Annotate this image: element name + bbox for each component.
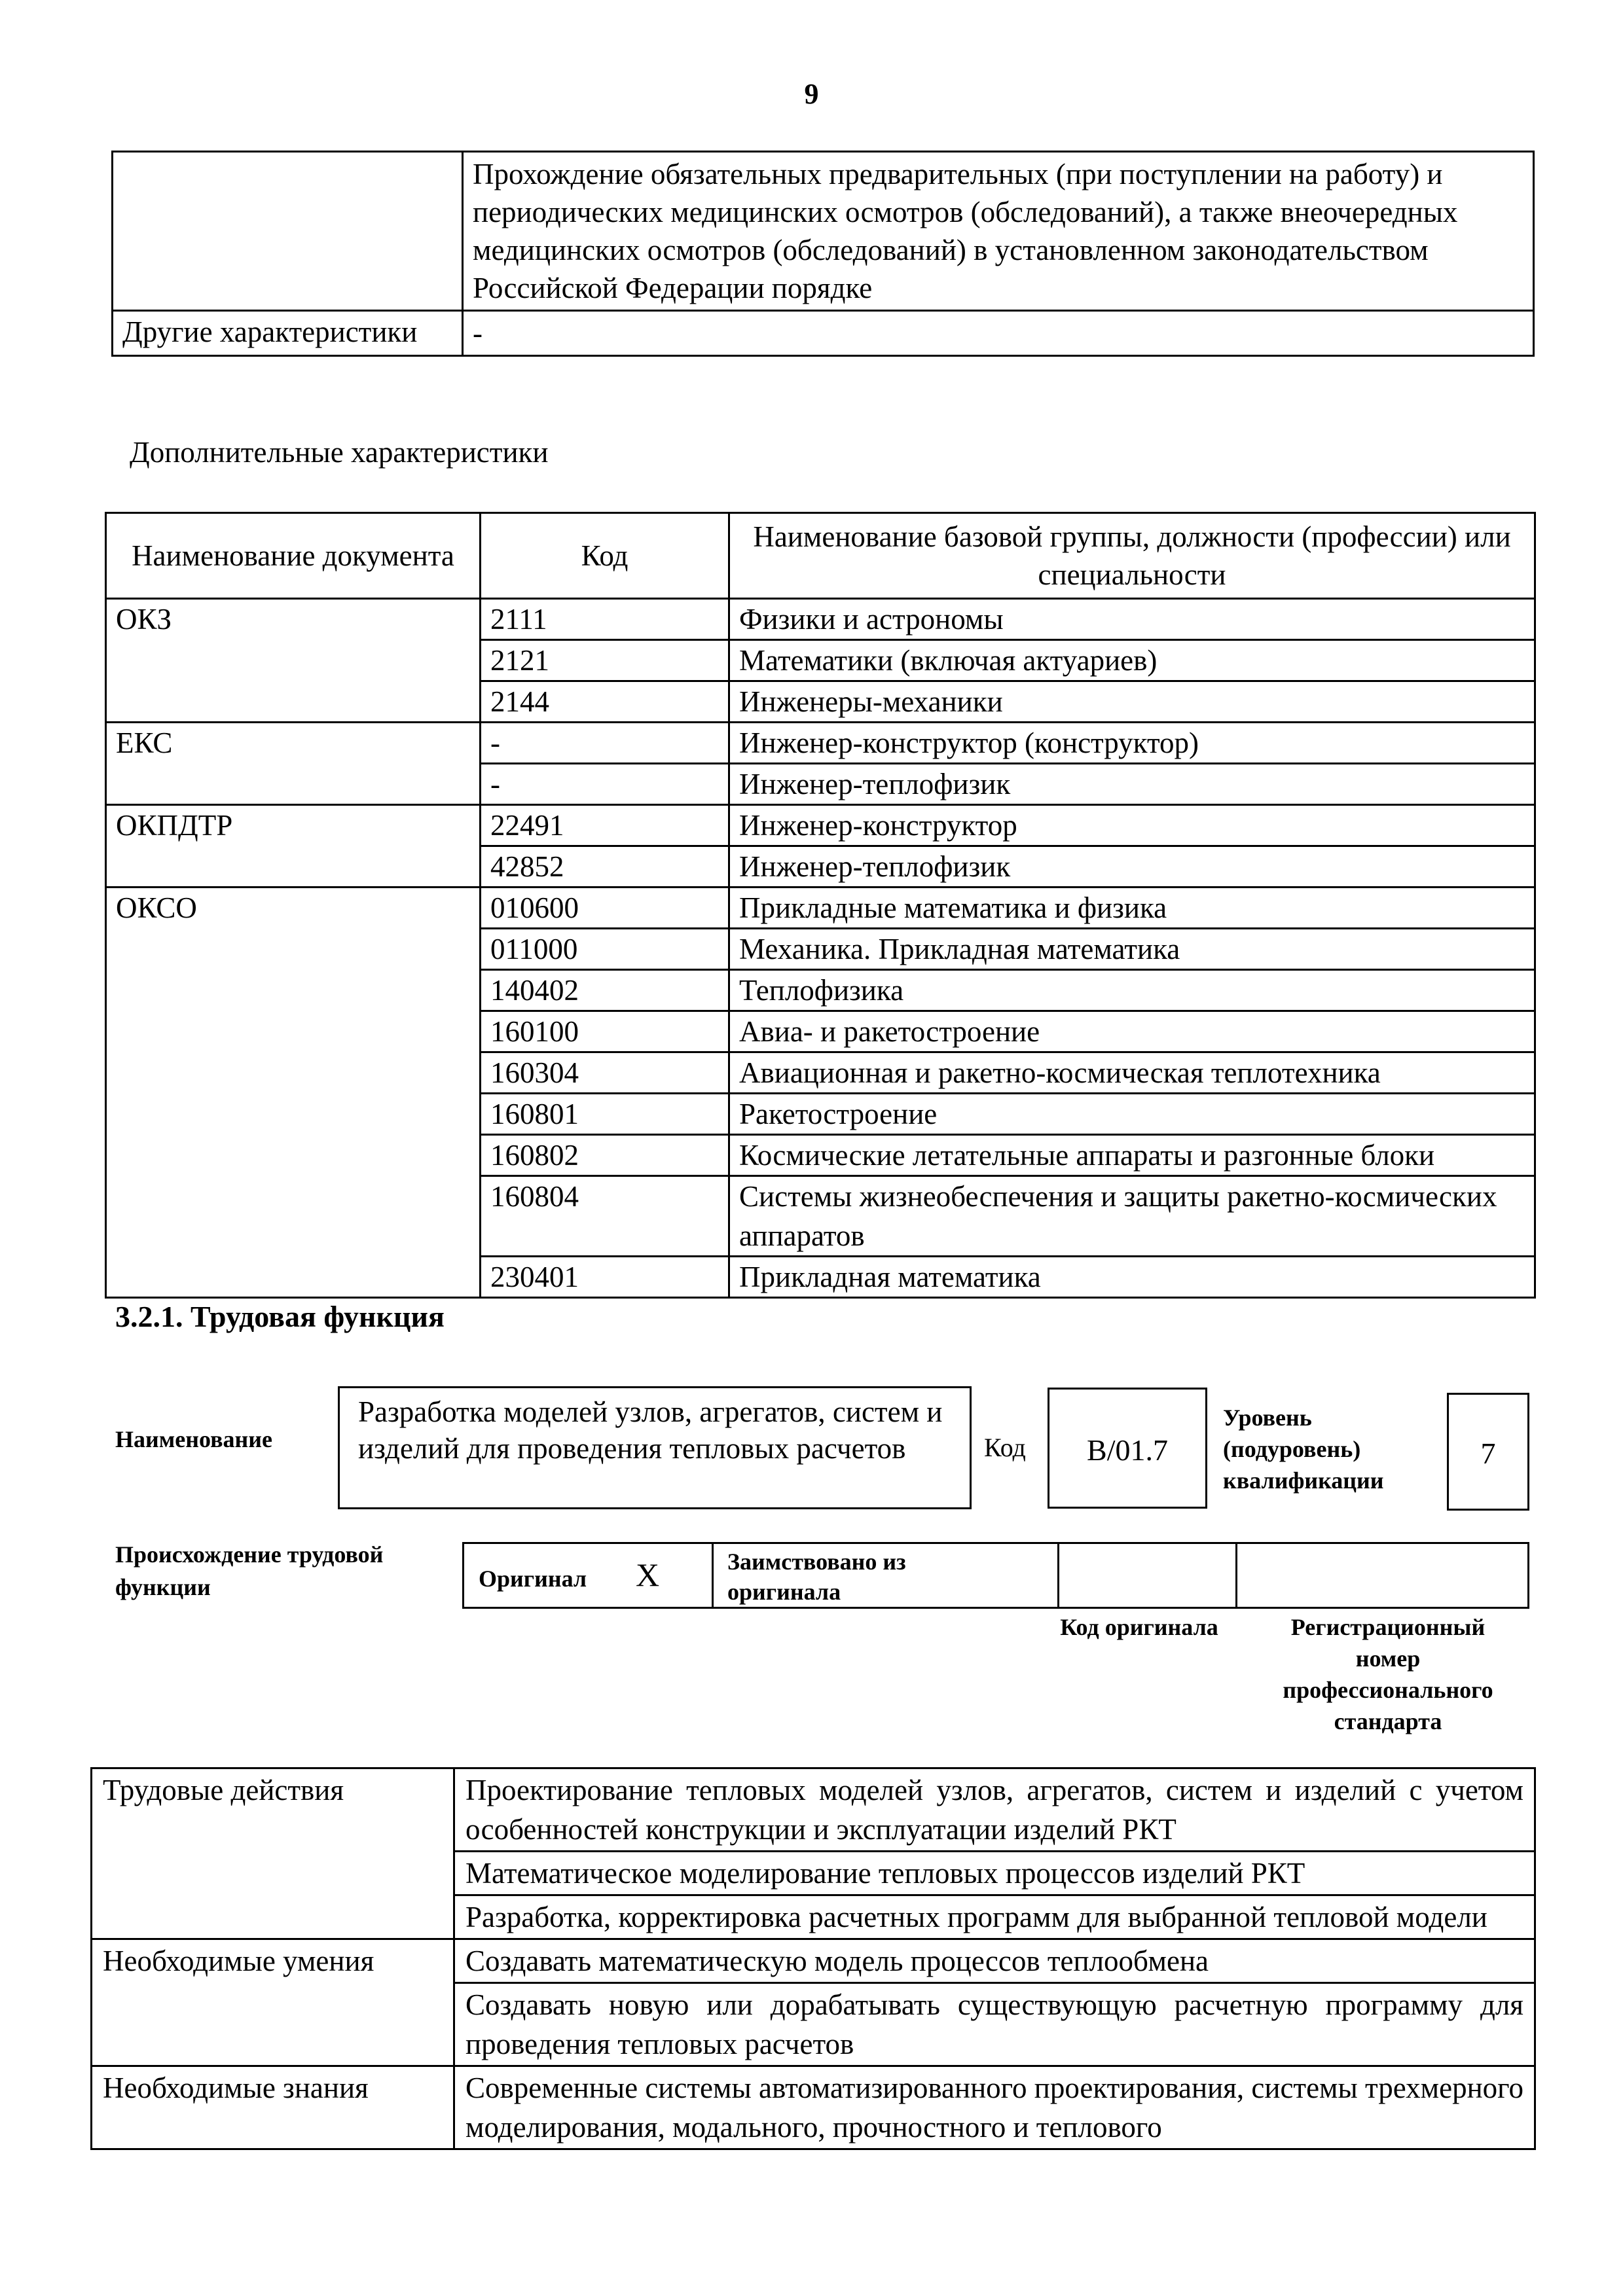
occupation-name-cell: Теплофизика [729,970,1535,1011]
code-cell: 160804 [481,1176,729,1257]
occupation-name-cell: Механика. Прикладная математика [729,929,1535,970]
column-header-code: Код [481,513,729,599]
code-cell: 160100 [481,1011,729,1052]
occupation-name-cell: Системы жизнеобеспечения и защиты ракетно-космических аппаратов [729,1176,1535,1257]
divider [712,1544,714,1607]
document-name-cell: ЕКС [106,723,481,805]
knowledge-label: Необходимые знания [92,2066,454,2149]
other-characteristics-value: - [463,311,1534,356]
column-header-document: Наименование документа [106,513,481,599]
empty-cell [113,152,463,311]
code-cell: - [481,764,729,805]
table-row [106,599,1535,640]
occupation-name-cell: Инженеры-механики [729,681,1535,723]
occupation-name-cell: Авиа- и ракетостроение [729,1011,1535,1052]
occupation-name-cell: Космические летательные аппараты и разгонные блоки [729,1135,1535,1176]
table-row [106,805,1535,846]
original-label: Оригинал [479,1566,587,1592]
function-name-box: Разработка моделей узлов, агрегатов, систем и изделий для проведения тепловых расчетов [338,1386,972,1509]
occupation-name-cell: Инженер-теплофизик [729,764,1535,805]
actions-label: Трудовые действия [92,1768,454,1939]
occupation-name-cell: Ракетостроение [729,1094,1535,1135]
divider [1235,1544,1237,1607]
code-cell: 2111 [481,599,729,640]
origin-code-caption: Код оригинала [1060,1614,1218,1640]
occupation-name-cell: Инженер-конструктор (конструктор) [729,723,1535,764]
skill-item: Создавать математическую модель процессов теплообмена [454,1939,1535,1983]
occupation-name-cell: Инженер-теплофизик [729,846,1535,888]
level-value-box: 7 [1447,1393,1529,1511]
reg-number-caption: Регистрационный номер профессионального стандарта [1283,1614,1493,1734]
code-cell: 160801 [481,1094,729,1135]
additional-characteristics-table [105,512,1536,1299]
table-row [92,1768,1535,1852]
section-title: 3.2.1. Трудовая функция [115,1300,445,1333]
code-cell: 010600 [481,888,729,929]
occupation-name-cell: Физики и астрономы [729,599,1535,640]
occupation-name-cell: Авиационная и ракетно-космическая теплотехника [729,1052,1535,1094]
occupation-name-cell: Прикладные математика и физика [729,888,1535,929]
additional-characteristics-body [106,599,1535,1298]
column-header-name: Наименование базовой группы, должности (профессии) или специальности [729,513,1535,599]
occupation-name-cell: Математики (включая актуариев) [729,640,1535,681]
occupation-name-cell: Инженер-конструктор [729,805,1535,846]
code-cell: 2121 [481,640,729,681]
labor-function-table [90,1767,1536,2150]
medical-exam-text: Прохождение обязательных предварительных (при поступлении на работу) и периодических медицинских осмотров (обследований), а также внеочередных медицинских осмотров (обследований) в установленном законодательством Российской Федерации порядке [463,152,1534,311]
code-value-box: B/01.7 [1048,1388,1207,1509]
page-number: 9 [804,78,819,110]
code-label: Код [984,1433,1026,1462]
original-mark: X [636,1556,660,1593]
code-cell: 160304 [481,1052,729,1094]
code-cell: 140402 [481,970,729,1011]
code-cell: 2144 [481,681,729,723]
table-row [92,2066,1535,2149]
top-characteristics-table [111,151,1535,357]
knowledge-item: Современные системы автоматизированного проектирования, системы трехмерного моделирования, модального, прочностного и теплового [454,2066,1535,2149]
action-item: Разработка, корректировка расчетных программ для выбранной тепловой модели [454,1895,1535,1939]
table-row [106,888,1535,929]
document-name-cell: ОКЗ [106,599,481,723]
code-cell: 22491 [481,805,729,846]
table-row [106,723,1535,764]
other-characteristics-label: Другие характеристики [113,311,463,356]
additional-characteristics-heading: Дополнительные характеристики [130,436,549,469]
document-name-cell: ОКСО [106,888,481,1298]
table-header-row [106,513,1535,599]
code-cell: 42852 [481,846,729,888]
code-cell: 011000 [481,929,729,970]
name-label: Наименование [115,1426,272,1452]
level-label: Уровень (подуровень) квалификации [1223,1405,1384,1494]
origin-box [462,1542,1529,1609]
origin-label: Происхождение трудовой функции [115,1541,384,1600]
divider [1057,1544,1059,1607]
table-row [92,1939,1535,1983]
skills-label: Необходимые умения [92,1939,454,2066]
action-item: Проектирование тепловых моделей узлов, агрегатов, систем и изделий с учетом особенностей конструкции и эксплуатации изделий РКТ [454,1768,1535,1852]
skill-item: Создавать новую или дорабатывать существующую расчетную программу для проведения тепловых расчетов [454,1983,1535,2066]
borrowed-label: Заимствовано из оригинала [727,1549,906,1605]
occupation-name-cell: Прикладная математика [729,1257,1535,1298]
table-row [113,311,1534,356]
code-cell: 230401 [481,1257,729,1298]
action-item: Математическое моделирование тепловых процессов изделий РКТ [454,1852,1535,1895]
document-name-cell: ОКПДТР [106,805,481,888]
code-cell: - [481,723,729,764]
table-row [113,152,1534,311]
code-cell: 160802 [481,1135,729,1176]
